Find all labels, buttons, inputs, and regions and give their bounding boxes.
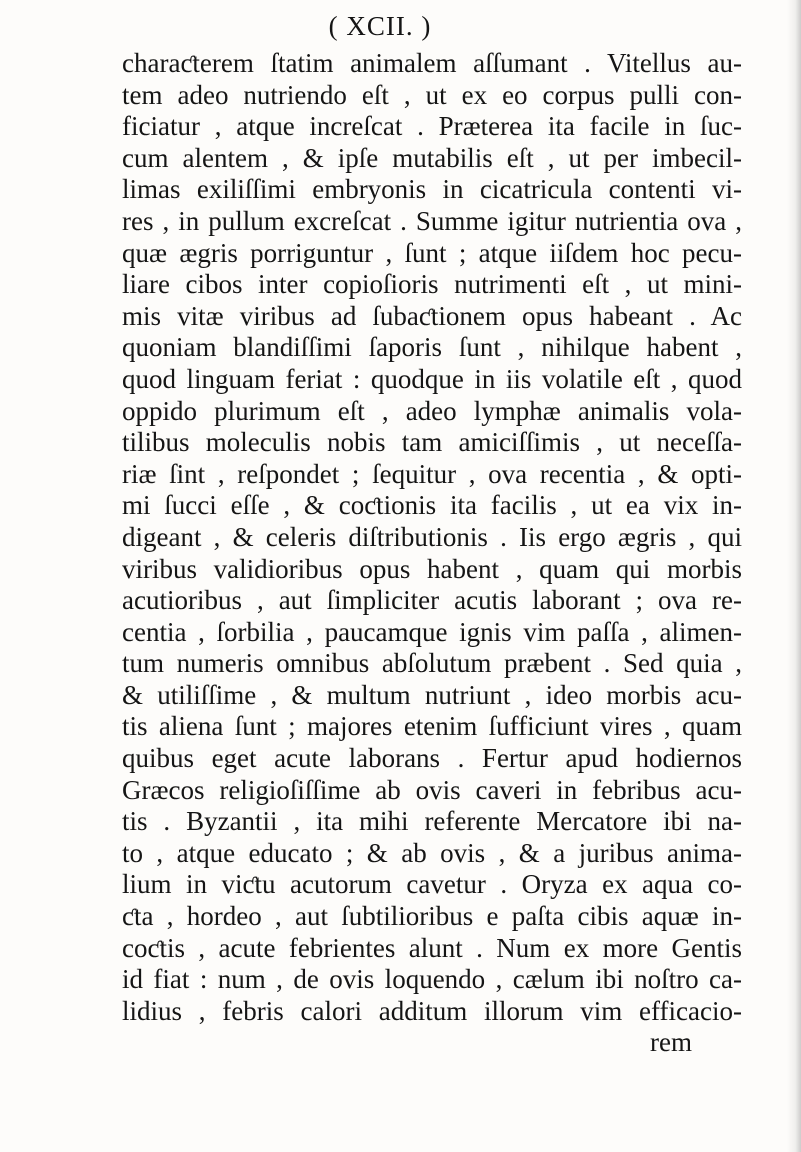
text-line: acutioribus , aut ſimpliciter acutis laborant ; ova re- (122, 585, 742, 616)
text-line: coƈtis , acute febrientes alunt . Num ex more Gentis (122, 932, 742, 963)
text-line: charaƈterem ſtatim animalem aſſumant . Vitellus au- (122, 48, 742, 78)
text-line: riæ ſint , reſpondet ; ſequitur , ova recentia , & opti- (122, 458, 742, 489)
body-text (122, 48, 742, 1059)
text-line: quoniam blandiſſimi ſaporis ſunt , nihilque habent , (122, 332, 742, 363)
text-line: digeant , & celeris diſtributionis . Iis ergo ægris , qui (122, 521, 742, 552)
catchword: rem (650, 1027, 692, 1058)
page-edge-shadow (787, 0, 801, 1152)
text-line: tum numeris omnibus abſolutum præbent . Sed quia , (122, 648, 742, 679)
text-line: viribus validioribus opus habent , quam qui morbis (122, 553, 742, 584)
text-line: limas exiliſſimi embryonis in cicatricula contenti vi- (122, 174, 742, 205)
text-line: liare cibos inter copioſioris nutrimenti eſt , ut mini- (122, 269, 742, 300)
text-line: to , atque educato ; & ab ovis , & a juribus anima- (122, 837, 742, 868)
text-line: quæ ægris porriguntur , ſunt ; atque iiſdem hoc pecu- (122, 237, 742, 268)
text-line: ficiatur , atque increſcat . Præterea ita facile in ſuc- (122, 111, 742, 142)
text-line: cum alentem , & ipſe mutabilis eſt , ut per imbecil- (122, 142, 742, 173)
text-line: mis vitæ viribus ad ſubaƈtionem opus habeant . Ac (122, 300, 742, 331)
text-line: Græcos religioſiſſime ab ovis caveri in febribus acu- (122, 774, 742, 805)
text-line: lidius , febris calori additum illorum vim efficacio- (122, 995, 742, 1026)
text-line: tis . Byzantii , ita mihi referente Mercatore ibi na- (122, 806, 742, 837)
text-line: tem adeo nutriendo eſt , ut ex eo corpus pulli con- (122, 79, 742, 110)
page-number-header: ( XCII. ) (328, 11, 432, 41)
text-line: mi ſucci eſſe , & coƈtionis ita facilis , ut ea vix in- (122, 490, 742, 521)
text-line: ƈta , hordeo , aut ſubtilioribus e paſta cibis aquæ in- (122, 901, 742, 932)
text-line: & utiliſſime , & multum nutriunt , ideo morbis acu- (122, 679, 742, 710)
text-line: centia , ſorbilia , paucamque ignis vim paſſa , alimen- (122, 616, 742, 647)
text-line: res , in pullum excreſcat . Summe igitur nutrientia ova , (122, 205, 742, 236)
text-line: lium in viƈtu acutorum cavetur . Oryza ex aqua co- (122, 869, 742, 900)
text-line: tis aliena ſunt ; majores etenim ſufficiunt vires , quam (122, 711, 742, 742)
text-line: quibus eget acute laborans . Fertur apud hodiernos (122, 743, 742, 774)
text-line: tilibus moleculis nobis tam amiciſſimis , ut neceſſa- (122, 427, 742, 458)
text-line: id fiat : num , de ovis loquendo , cælum ibi noſtro ca- (122, 964, 742, 995)
text-line: oppido plurimum eſt , adeo lymphæ animalis vola- (122, 395, 742, 426)
text-line: quod linguam feriat : quodque in iis volatile eſt , quod (122, 363, 742, 394)
